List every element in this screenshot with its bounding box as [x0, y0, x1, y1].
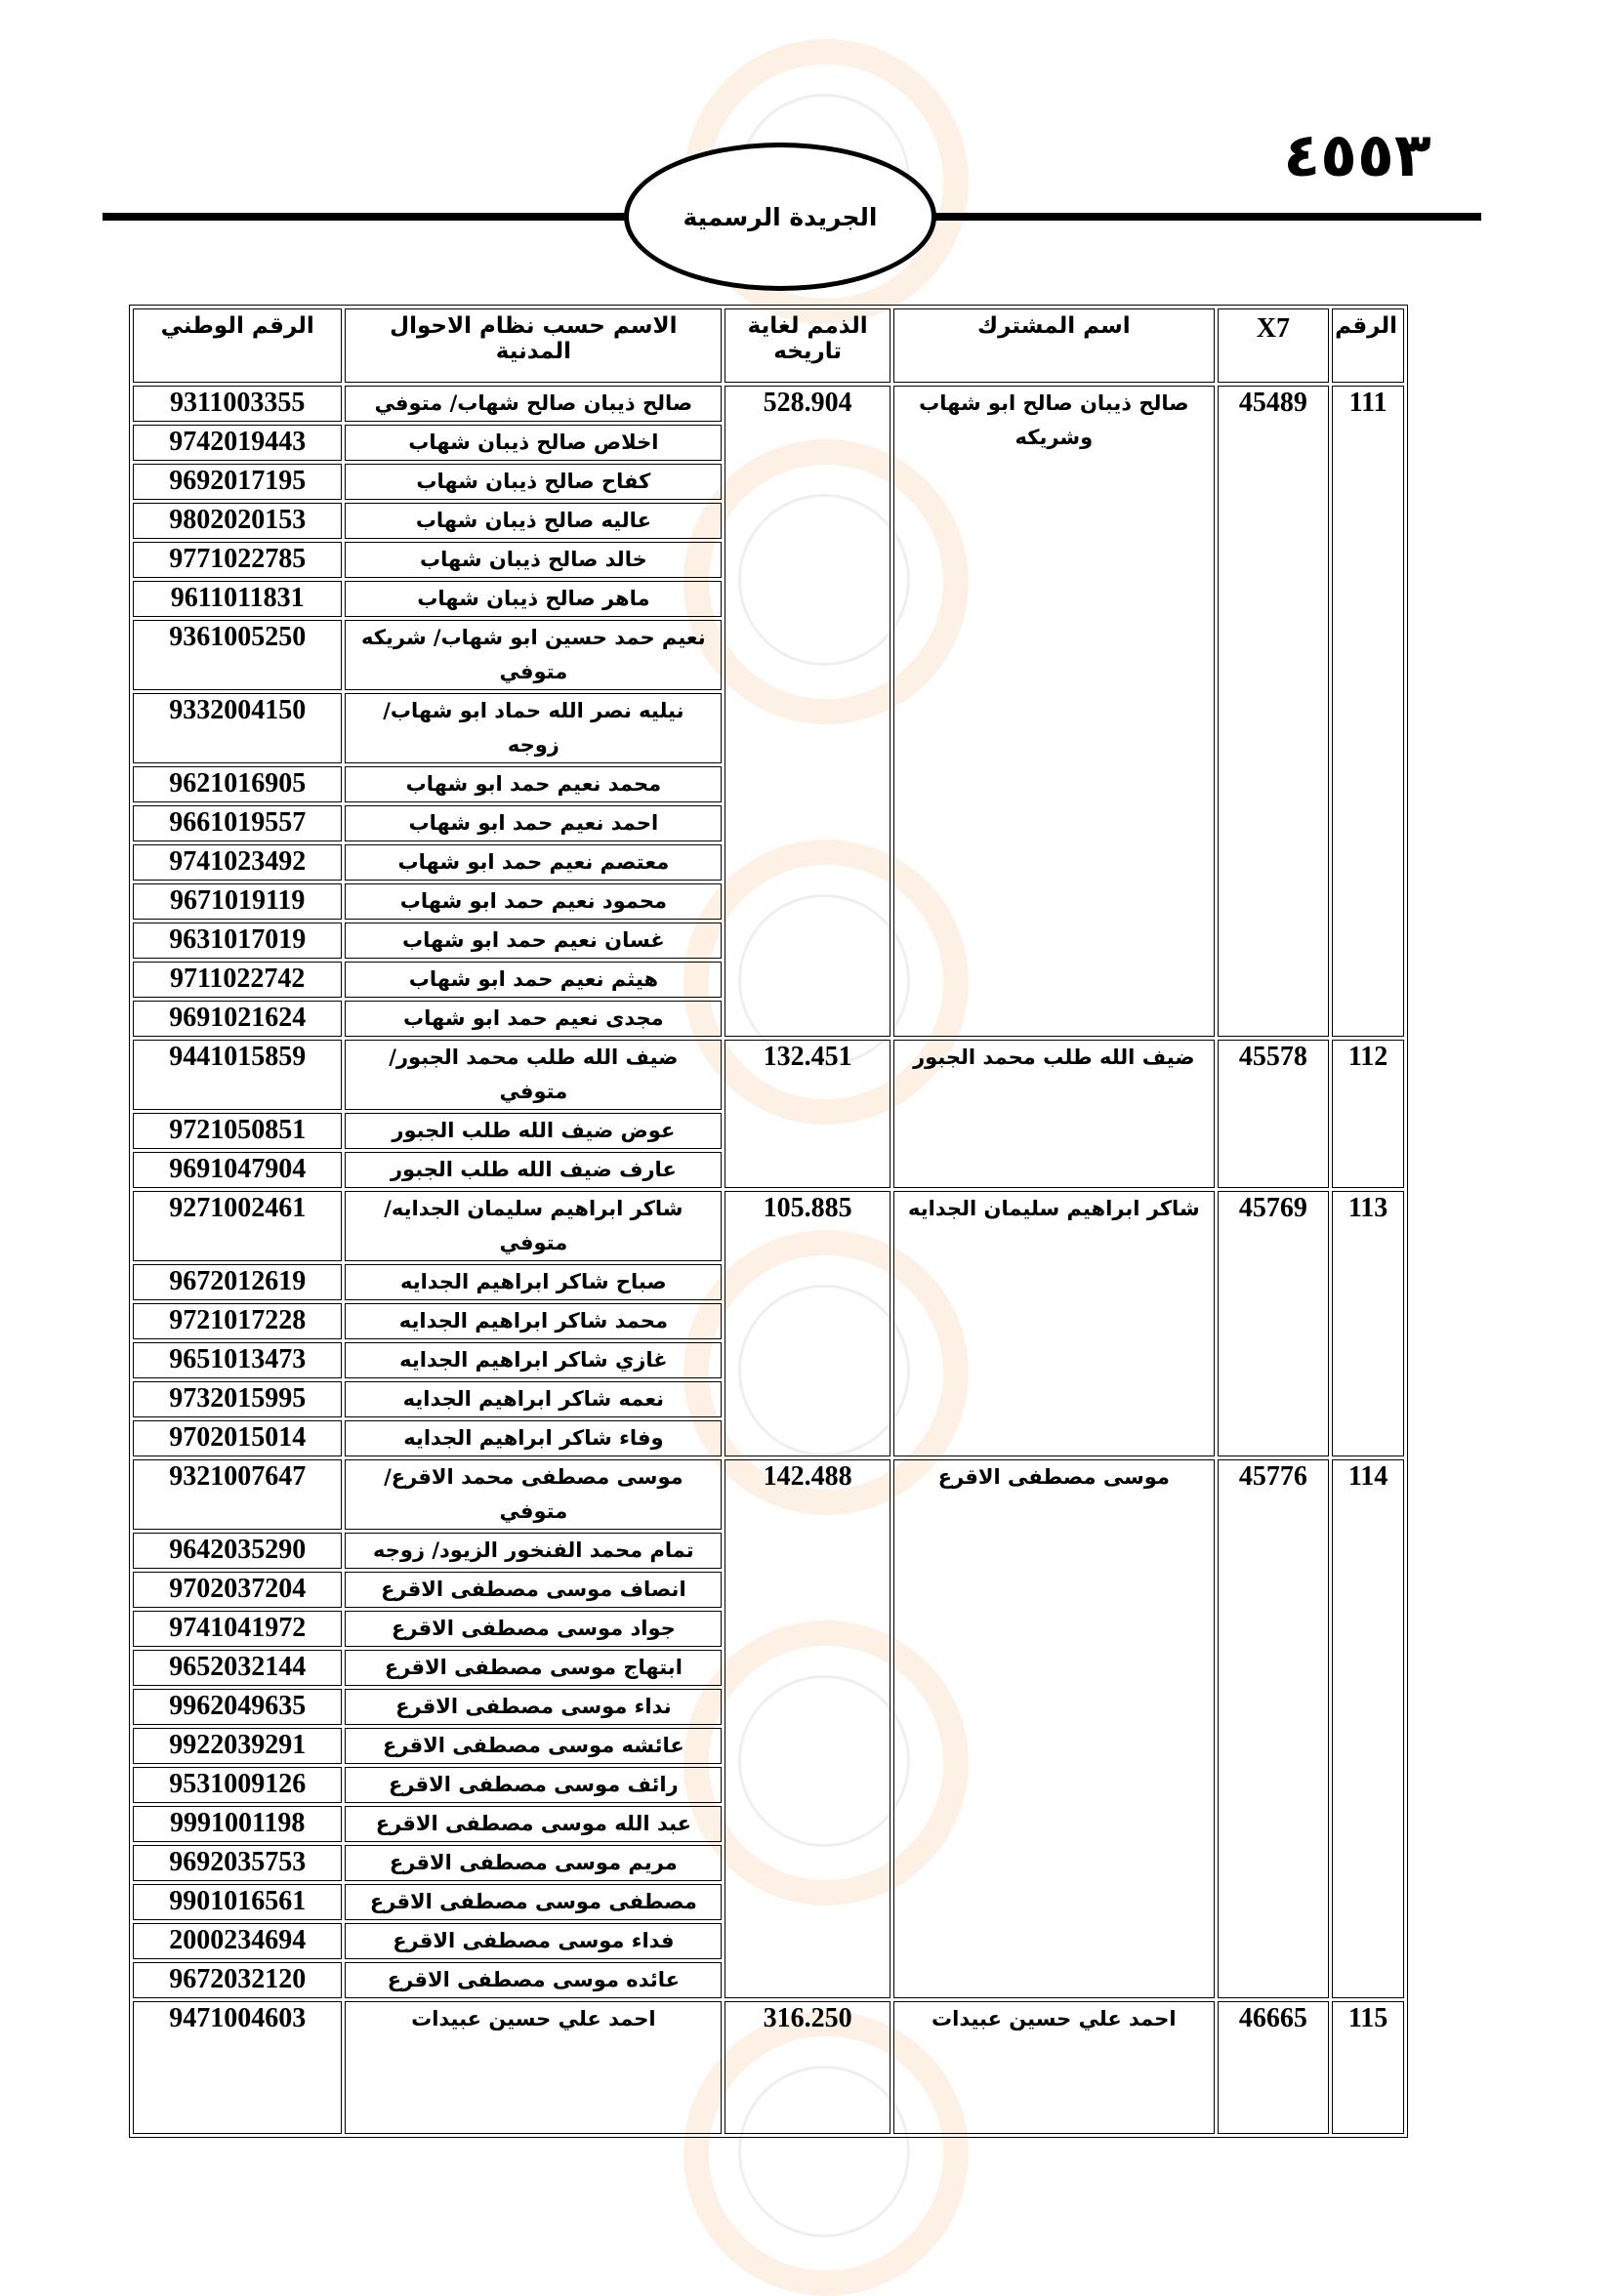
civil-name-cell: نعيم حمد حسين ابو شهاب/ شريكه متوفي [345, 620, 722, 690]
national-id-cell: 9691021624 [133, 1001, 342, 1037]
subscriber-cell: شاكر ابراهيم سليمان الجدايه [893, 1191, 1215, 1456]
header-serial: الرقم [1332, 308, 1404, 383]
debts-table [129, 305, 1408, 2138]
x7-cell: 45578 [1218, 1040, 1329, 1188]
civil-name-cell: محمود نعيم حمد ابو شهاب [345, 883, 722, 920]
x7-cell: 45489 [1218, 386, 1329, 1037]
national-id-cell: 9711022742 [133, 962, 342, 998]
civil-name-cell: غسان نعيم حمد ابو شهاب [345, 922, 722, 959]
civil-name-cell: رائف موسى مصطفى الاقرع [345, 1767, 722, 1803]
national-id-cell: 9732015995 [133, 1381, 342, 1417]
national-id-cell: 9742019443 [133, 425, 342, 461]
subscriber-cell: موسى مصطفى الاقرع [893, 1459, 1215, 1998]
header-amount: الذمم لغاية تاريخه [725, 308, 890, 383]
national-id-cell: 9922039291 [133, 1728, 342, 1764]
x7-cell: 45769 [1218, 1191, 1329, 1456]
national-id-cell: 9721017228 [133, 1303, 342, 1339]
serial-cell: 114 [1332, 1459, 1404, 1998]
civil-name-cell: تمام محمد الفنخور الزيود/ زوجه [345, 1533, 722, 1569]
national-id-cell: 9271002461 [133, 1191, 342, 1261]
national-id-cell: 9692035753 [133, 1845, 342, 1881]
national-id-cell: 9441015859 [133, 1040, 342, 1110]
national-id-cell: 9311003355 [133, 386, 342, 422]
civil-name-cell: انصاف موسى مصطفى الاقرع [345, 1572, 722, 1608]
civil-name-cell: فداء موسى مصطفى الاقرع [345, 1923, 722, 1959]
header-civil-name: الاسم حسب نظام الاحوال المدنية [345, 308, 722, 383]
civil-name-cell: صباح شاكر ابراهيم الجدايه [345, 1264, 722, 1300]
national-id-cell: 9652032144 [133, 1650, 342, 1686]
civil-name-cell: ماهر صالح ذيبان شهاب [345, 581, 722, 617]
civil-name-cell: خالد صالح ذيبان شهاب [345, 542, 722, 578]
amount-cell: 528.904 [725, 386, 890, 1037]
table-header-row [133, 308, 1404, 383]
x7-cell: 45776 [1218, 1459, 1329, 1998]
x7-cell: 46665 [1218, 2001, 1329, 2134]
civil-name-cell: غازي شاكر ابراهيم الجدايه [345, 1342, 722, 1378]
civil-name-cell: موسى مصطفى محمد الاقرع/ متوفي [345, 1459, 722, 1530]
amount-cell: 132.451 [725, 1040, 890, 1188]
national-id-cell: 9802020153 [133, 503, 342, 539]
national-id-cell: 9531009126 [133, 1767, 342, 1803]
civil-name-cell: مصطفى موسى مصطفى الاقرع [345, 1884, 722, 1920]
civil-name-cell: صالح ذيبان صالح شهاب/ متوفي [345, 386, 722, 422]
civil-name-cell: عوض ضيف الله طلب الجبور [345, 1113, 722, 1149]
civil-name-cell: احمد نعيم حمد ابو شهاب [345, 805, 722, 841]
amount-cell: 105.885 [725, 1191, 890, 1456]
national-id-cell: 9642035290 [133, 1533, 342, 1569]
civil-name-cell: عائده موسى مصطفى الاقرع [345, 1962, 722, 1998]
header-x7: X7 [1218, 308, 1329, 383]
national-id-cell: 9611011831 [133, 581, 342, 617]
national-id-cell: 9661019557 [133, 805, 342, 841]
serial-cell: 115 [1332, 2001, 1404, 2134]
serial-cell: 113 [1332, 1191, 1404, 1456]
page-number: ٤٥٥٣ [1283, 119, 1431, 190]
national-id-cell: 9651013473 [133, 1342, 342, 1378]
national-id-cell: 9672032120 [133, 1962, 342, 1998]
national-id-cell: 9771022785 [133, 542, 342, 578]
civil-name-cell: مريم موسى مصطفى الاقرع [345, 1845, 722, 1881]
masthead-ellipse [624, 143, 936, 291]
subscriber-cell: احمد علي حسين عبيدات [893, 2001, 1215, 2134]
civil-name-cell: نيليه نصر الله حماد ابو شهاب/ زوجه [345, 693, 722, 763]
national-id-cell: 9702015014 [133, 1420, 342, 1456]
national-id-cell: 9671019119 [133, 883, 342, 920]
national-id-cell: 2000234694 [133, 1923, 342, 1959]
serial-cell: 112 [1332, 1040, 1404, 1188]
subscriber-cell: ضيف الله طلب محمد الجبور [893, 1040, 1215, 1188]
table-row [133, 2001, 1404, 2134]
national-id-cell: 9721050851 [133, 1113, 342, 1149]
civil-name-cell: وفاء شاكر ابراهيم الجدايه [345, 1420, 722, 1456]
civil-name-cell: ضيف الله طلب محمد الجبور/ متوفي [345, 1040, 722, 1110]
civil-name-cell: ابتهاج موسى مصطفى الاقرع [345, 1650, 722, 1686]
national-id-cell: 9692017195 [133, 464, 342, 500]
national-id-cell: 9741041972 [133, 1611, 342, 1647]
civil-name-cell: معتصم نعيم حمد ابو شهاب [345, 844, 722, 881]
table-row [133, 1459, 1404, 1530]
header-subscriber: اسم المشترك [893, 308, 1215, 383]
subscriber-cell: صالح ذيبان صالح ابو شهاب وشريكه [893, 386, 1215, 1037]
civil-name-cell: عائشه موسى مصطفى الاقرع [345, 1728, 722, 1764]
national-id-cell: 9631017019 [133, 922, 342, 959]
civil-name-cell: عبد الله موسى مصطفى الاقرع [345, 1806, 722, 1842]
masthead-title: الجريدة الرسمية [683, 202, 878, 231]
civil-name-cell: محمد نعيم حمد ابو شهاب [345, 766, 722, 802]
national-id-cell: 9901016561 [133, 1884, 342, 1920]
amount-cell: 316.250 [725, 2001, 890, 2134]
table-row [133, 1040, 1404, 1110]
civil-name-cell: مجدى نعيم حمد ابو شهاب [345, 1001, 722, 1037]
civil-name-cell: عاليه صالح ذيبان شهاب [345, 503, 722, 539]
national-id-cell: 9962049635 [133, 1689, 342, 1725]
civil-name-cell: هيثم نعيم حمد ابو شهاب [345, 962, 722, 998]
header-national-id: الرقم الوطني [133, 308, 342, 383]
national-id-cell: 9991001198 [133, 1806, 342, 1842]
civil-name-cell: محمد شاكر ابراهيم الجدايه [345, 1303, 722, 1339]
amount-cell: 142.488 [725, 1459, 890, 1998]
national-id-cell: 9702037204 [133, 1572, 342, 1608]
national-id-cell: 9621016905 [133, 766, 342, 802]
national-id-cell: 9361005250 [133, 620, 342, 690]
serial-cell: 111 [1332, 386, 1404, 1037]
national-id-cell: 9741023492 [133, 844, 342, 881]
table-row [133, 1191, 1404, 1261]
civil-name-cell: كفاح صالح ذيبان شهاب [345, 464, 722, 500]
civil-name-cell: نعمه شاكر ابراهيم الجدايه [345, 1381, 722, 1417]
national-id-cell: 9471004603 [133, 2001, 342, 2134]
civil-name-cell: جواد موسى مصطفى الاقرع [345, 1611, 722, 1647]
national-id-cell: 9332004150 [133, 693, 342, 763]
civil-name-cell: نداء موسى مصطفى الاقرع [345, 1689, 722, 1725]
national-id-cell: 9672012619 [133, 1264, 342, 1300]
civil-name-cell: شاكر ابراهيم سليمان الجدايه/ متوفي [345, 1191, 722, 1261]
table-row [133, 386, 1404, 422]
civil-name-cell: احمد علي حسين عبيدات [345, 2001, 722, 2134]
national-id-cell: 9691047904 [133, 1152, 342, 1188]
civil-name-cell: عارف ضيف الله طلب الجبور [345, 1152, 722, 1188]
civil-name-cell: اخلاص صالح ذيبان شهاب [345, 425, 722, 461]
national-id-cell: 9321007647 [133, 1459, 342, 1530]
